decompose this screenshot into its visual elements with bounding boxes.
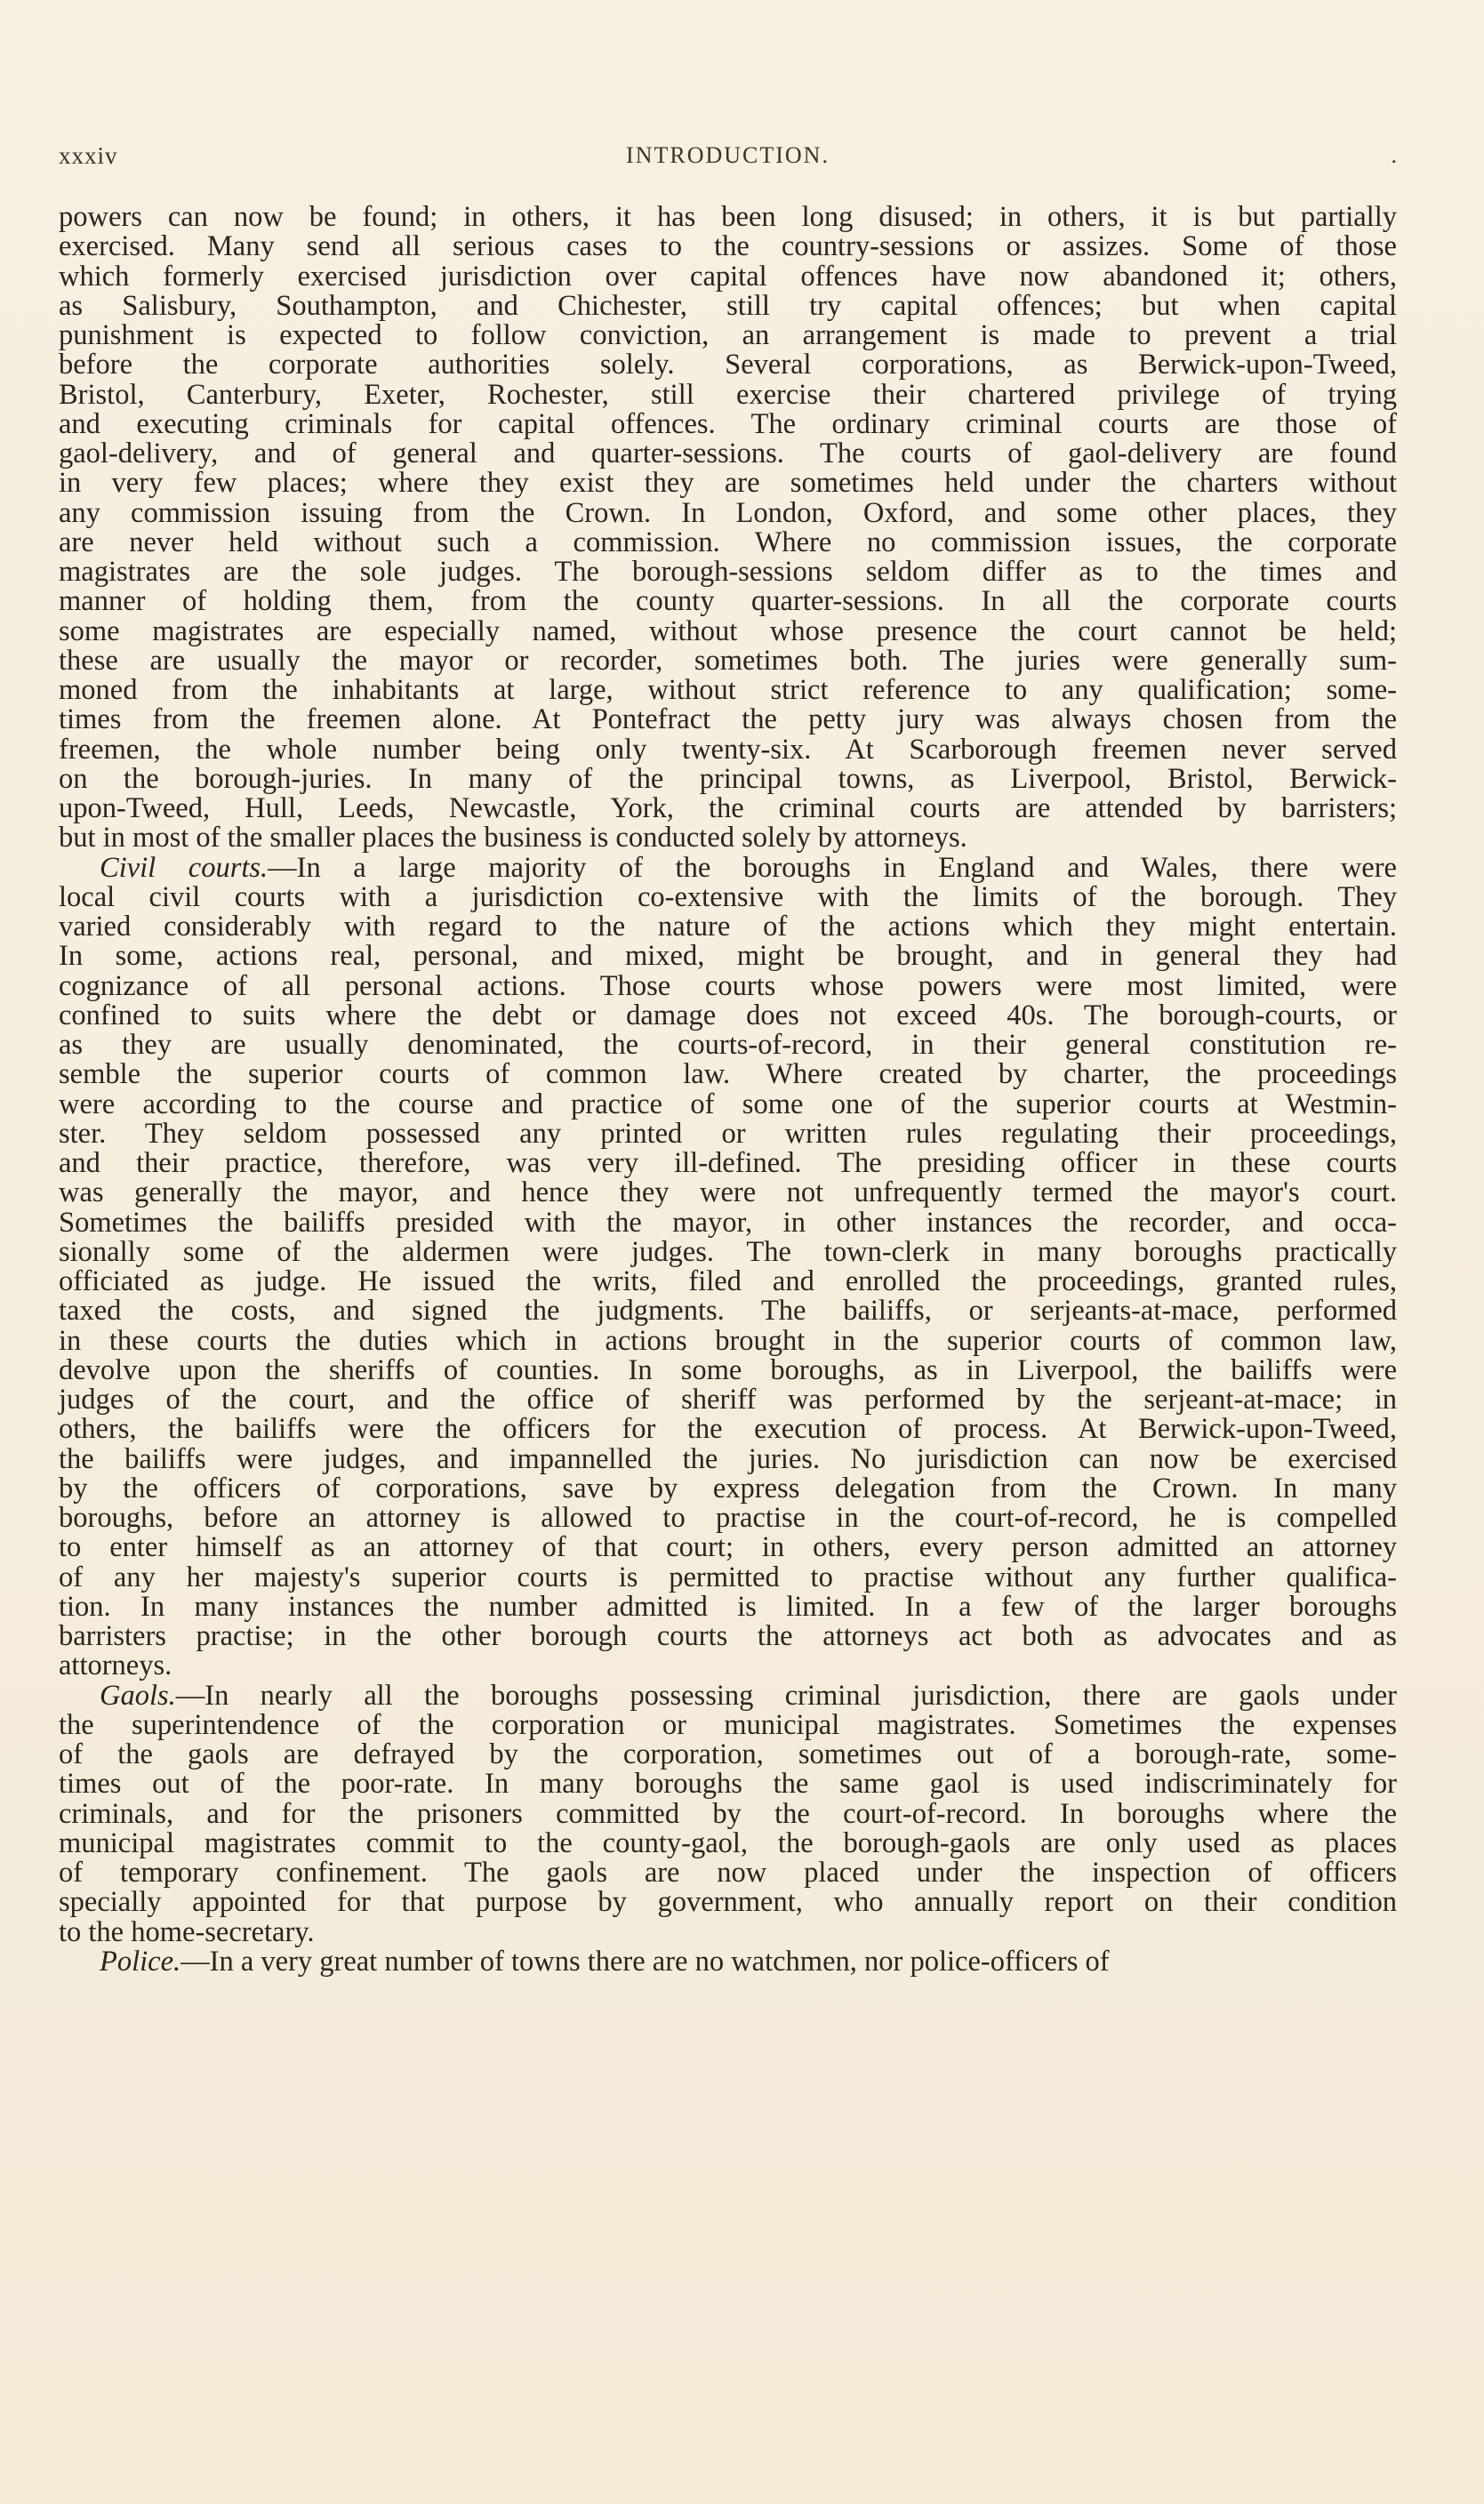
line-text: of any her majesty's superior courts is permitted to practise without any further qualifica- xyxy=(59,1561,1397,1593)
line-text: freemen, the whole number being only twenty-six. At Scarborough freemen never served xyxy=(59,733,1397,766)
line-text: to enter himself as an attorney of that court; in others, every person admitted an attorney xyxy=(59,1531,1397,1564)
line-text: others, the bailiffs were the officers for the execution of process. At Berwick-upon-Tweed, xyxy=(59,1413,1397,1446)
line-text: sionally some of the aldermen were judges. The town-clerk in many boroughs practically xyxy=(59,1235,1397,1268)
line-text: were according to the course and practice of some one of the superior courts at Westmin- xyxy=(59,1087,1397,1120)
text-line xyxy=(59,1947,1397,1977)
text-line xyxy=(59,1797,1397,1830)
body-text xyxy=(59,203,1397,1977)
text-line xyxy=(59,1296,1397,1326)
line-text: these are usually the mayor or recorder, sometimes both. The juries were generally sum- xyxy=(59,644,1397,677)
text-line xyxy=(59,969,1397,1002)
text-line xyxy=(59,1087,1397,1120)
line-text: municipal magistrates commit to the county-gaol, the borough-gaols are only used as places xyxy=(59,1826,1397,1859)
line-text: some magistrates are especially named, without whose presence the court cannot be held; xyxy=(59,614,1397,647)
line-text: the superintendence of the corporation or municipal magistrates. Sometimes the expenses xyxy=(59,1708,1397,1741)
page-number: xxxiv xyxy=(59,142,118,169)
running-head: INTRODUCTION. xyxy=(626,142,830,168)
text-line xyxy=(59,558,1397,587)
line-text: of temporary confinement. The gaols are now placed under the inspection of officers xyxy=(59,1857,1397,1889)
text-line xyxy=(59,1504,1397,1533)
line-text: cognizance of all personal actions. Those courts whose powers were most limited, were xyxy=(59,969,1397,1002)
text-line xyxy=(59,407,1397,440)
line-text: barristers practise; in the other borough courts the attorneys act both as advocates and as xyxy=(59,1620,1397,1652)
header-mark: . xyxy=(1391,142,1397,168)
text-line xyxy=(59,203,1397,232)
line-text: manner of holding them, from the county quarter-sessions. In all the corporate courts xyxy=(59,585,1397,618)
text-line xyxy=(59,676,1397,705)
text-line xyxy=(59,350,1397,380)
line-text: In some, actions real, personal, and mixed, might be brought, and in general they had xyxy=(59,940,1397,973)
line-text: on the borough-juries. In many of the principal towns, as Liverpool, Bristol, Berwick- xyxy=(59,762,1397,795)
line-text: which formerly exercised jurisdiction over capital offences have now abandoned it; others, xyxy=(59,260,1397,293)
text-line xyxy=(59,1681,1397,1711)
line-text: of the gaols are defrayed by the corporation, sometimes out of a borough-rate, some- xyxy=(59,1738,1397,1770)
line-text: local civil courts with a jurisdiction co-extensive with the limits of the borough. They xyxy=(59,880,1397,913)
text-line xyxy=(59,1858,1397,1888)
text-line xyxy=(59,439,1397,469)
text-line xyxy=(59,1533,1397,1562)
line-text: as they are usually denominated, the courts-of-record, in their general constitution re- xyxy=(59,1029,1397,1061)
section-heading: Civil courts. xyxy=(100,851,269,884)
line-text: before the corporate authorities solely. Several corporations, as Berwick-upon-Tweed, xyxy=(59,349,1397,381)
text-line xyxy=(59,1708,1397,1741)
line-text: times from the freemen alone. At Pontefract the petty jury was always chosen from the xyxy=(59,703,1397,736)
text-line xyxy=(59,614,1397,647)
text-line xyxy=(59,321,1397,350)
text-line xyxy=(59,289,1397,322)
line-text: and their practice, therefore, was very ill-defined. The presiding officer in these courts xyxy=(59,1147,1397,1179)
line-text: attorneys. xyxy=(59,1649,172,1682)
text-line xyxy=(59,1031,1397,1060)
line-text: as Salisbury, Southampton, and Chichester, still try capital offences; but when capital xyxy=(59,289,1397,322)
text-line xyxy=(59,262,1397,292)
text-line xyxy=(59,1208,1397,1238)
text-line xyxy=(59,1385,1397,1415)
text-line xyxy=(59,1770,1397,1799)
line-text: devolve upon the sheriffs of counties. In some boroughs, as in Liverpool, the bailiffs were xyxy=(59,1353,1397,1386)
text-line xyxy=(59,1622,1397,1651)
text-line xyxy=(59,794,1397,823)
paragraph xyxy=(59,1681,1397,1947)
line-text: in very few places; where they exist they are sometimes held under the charters without xyxy=(59,467,1397,500)
text-line xyxy=(59,1060,1397,1089)
text-line xyxy=(59,1149,1397,1178)
line-text: Sometimes the bailiffs presided with the mayor, in other instances the recorder, and occa- xyxy=(59,1206,1397,1239)
line-text: times out of the poor-rate. In many boroughs the same gaol is used indiscriminately for xyxy=(59,1768,1397,1801)
text-line xyxy=(59,1117,1397,1150)
line-text: —In nearly all the boroughs possessing criminal jurisdiction, there are gaols under xyxy=(175,1679,1397,1712)
line-text: magistrates are the sole judges. The borough-sessions seldom differ as to the times and xyxy=(59,556,1397,588)
text-line xyxy=(59,1415,1397,1444)
text-line xyxy=(59,528,1397,558)
line-text: and executing criminals for capital offences. The ordinary criminal courts are those of xyxy=(59,407,1397,440)
text-line xyxy=(59,1353,1397,1386)
text-line xyxy=(59,232,1397,261)
text-line xyxy=(59,762,1397,795)
line-text: varied considerably with regard to the nature of the actions which they might entertain. xyxy=(59,911,1397,943)
line-text: by the officers of corporations, save by express delegation from the Crown. In many xyxy=(59,1472,1397,1505)
line-text: exercised. Many send all serious cases to the country-sessions or assizes. Some of those xyxy=(59,230,1397,263)
text-line xyxy=(59,851,1397,884)
section-heading: Police. xyxy=(100,1945,181,1978)
line-text: specially appointed for that purpose by government, who annually report on their condition xyxy=(59,1886,1397,1919)
section-heading: Gaols. xyxy=(100,1679,176,1712)
line-text: taxed the costs, and signed the judgments. The bailiffs, or serjeants-at-mace, performed xyxy=(59,1295,1397,1328)
line-text: moned from the inhabitants at large, without strict reference to any qualification; some- xyxy=(59,674,1397,706)
line-text: boroughs, before an attorney is allowed to practise in the court-of-record, he is compelled xyxy=(59,1502,1397,1534)
text-line xyxy=(59,646,1397,676)
paragraph xyxy=(59,1947,1397,1977)
text-line xyxy=(59,1474,1397,1504)
line-text: semble the superior courts of common law. Where created by charter, the proceedings xyxy=(59,1058,1397,1091)
line-text: officiated as judge. He issued the writs, filed and enrolled the proceedings, granted rules, xyxy=(59,1265,1397,1297)
line-text: any commission issuing from the Crown. In London, Oxford, and some other places, they xyxy=(59,496,1397,529)
text-line xyxy=(59,1267,1397,1296)
text-line xyxy=(59,587,1397,616)
text-line xyxy=(59,1001,1397,1031)
text-line xyxy=(59,1178,1397,1208)
text-line xyxy=(59,469,1397,498)
line-text: judges of the court, and the office of sheriff was performed by the serjeant-at-mace; in xyxy=(59,1384,1397,1416)
text-line xyxy=(59,912,1397,942)
text-line xyxy=(59,1563,1397,1593)
line-text: powers can now be found; in others, it has been long disused; in others, it is but partially xyxy=(59,201,1397,233)
paragraph xyxy=(59,203,1397,854)
text-line xyxy=(59,496,1397,529)
text-line xyxy=(59,1826,1397,1859)
text-line xyxy=(59,1888,1397,1917)
text-line xyxy=(59,1651,1397,1681)
text-line xyxy=(59,942,1397,971)
text-line xyxy=(59,1740,1397,1770)
line-text: punishment is expected to follow conviction, an arrangement is made to prevent a trial xyxy=(59,319,1397,351)
text-line xyxy=(59,1442,1397,1475)
line-text: are never held without such a commission. Where no commission issues, the corporate xyxy=(59,526,1397,558)
line-text: criminals, and for the prisoners committed by the court-of-record. In boroughs where the xyxy=(59,1797,1397,1830)
paragraph xyxy=(59,851,1397,1682)
line-text: gaol-delivery, and of general and quarter-sessions. The courts of gaol-delivery are found xyxy=(59,437,1397,470)
text-line xyxy=(59,823,1397,853)
text-line xyxy=(59,378,1397,411)
text-line xyxy=(59,1324,1397,1357)
page-header xyxy=(59,142,1397,178)
text-line xyxy=(59,1915,1397,1948)
line-text: the bailiffs were judges, and impannelled the juries. No jurisdiction can now be exercised xyxy=(59,1442,1397,1475)
line-text: was generally the mayor, and hence they were not unfrequently termed the mayor's court. xyxy=(59,1176,1397,1209)
line-text: —In a large majority of the boroughs in England and Wales, there were xyxy=(268,851,1397,884)
text-line xyxy=(59,1235,1397,1268)
line-text: confined to suits where the debt or damage does not exceed 40s. The borough-courts, or xyxy=(59,999,1397,1031)
line-text: ster. They seldom possessed any printed or written rules regulating their proceedings, xyxy=(59,1117,1397,1150)
text-line xyxy=(59,880,1397,913)
text-line xyxy=(59,735,1397,765)
line-text: tion. In many instances the number admitted is limited. In a few of the larger boroughs xyxy=(59,1590,1397,1623)
line-text: upon-Tweed, Hull, Leeds, Newcastle, York, the criminal courts are attended by barristers; xyxy=(59,792,1397,824)
line-text: in these courts the duties which in actions brought in the superior courts of common law, xyxy=(59,1324,1397,1357)
line-text: Bristol, Canterbury, Exeter, Rochester, still exercise their chartered privilege of trying xyxy=(59,378,1397,411)
text-line xyxy=(59,1590,1397,1623)
line-text: —In a very great number of towns there are no watchmen, nor police-officers of xyxy=(180,1945,1110,1978)
line-text: but in most of the smaller places the business is conducted solely by attorneys. xyxy=(59,822,967,855)
line-text: to the home-secretary. xyxy=(59,1915,315,1948)
text-line xyxy=(59,705,1397,734)
